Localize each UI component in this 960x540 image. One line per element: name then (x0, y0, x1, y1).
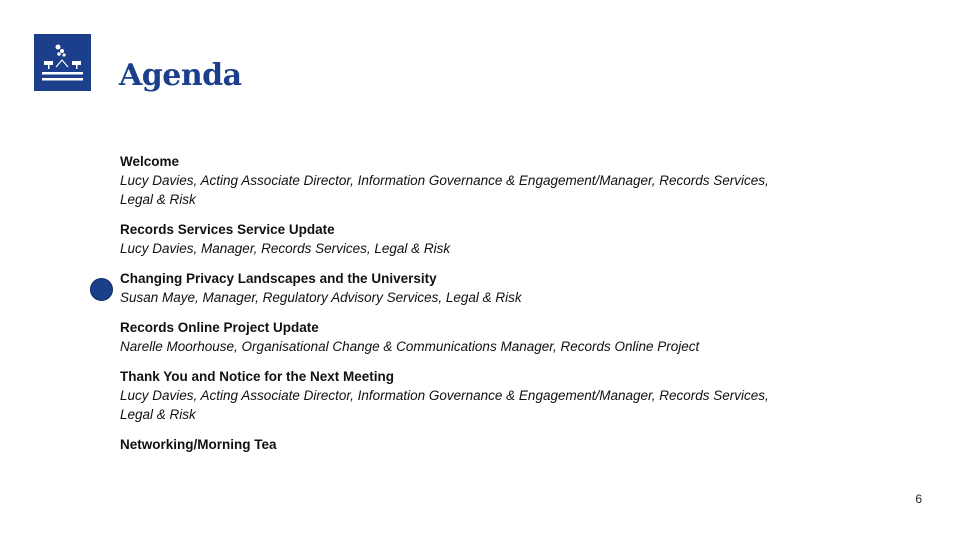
bullet-marker (90, 278, 113, 301)
agenda-heading: Thank You and Notice for the Next Meeting (120, 369, 395, 384)
agenda-item (120, 318, 780, 356)
university-crest-icon (34, 34, 91, 91)
agenda-list (120, 152, 780, 465)
agenda-heading: Records Online Project Update (120, 320, 319, 335)
agenda-item (120, 152, 780, 209)
agenda-speaker: Lucy Davies, Manager, Records Services, Legal & Risk (120, 241, 451, 256)
agenda-speaker: Narelle Moorhouse, Organisational Change & Communications Manager, Records Online Project (120, 339, 700, 354)
agenda-item (120, 435, 780, 454)
page-title: Agenda (119, 58, 242, 93)
agenda-speaker: Lucy Davies, Acting Associate Director, Information Governance & Engagement/Manager, Records Services, Legal & Risk (120, 173, 769, 207)
agenda-heading: Networking/Morning Tea (120, 437, 277, 452)
university-logo (34, 34, 91, 91)
agenda-heading: Welcome (120, 154, 180, 169)
agenda-speaker: Lucy Davies, Acting Associate Director, Information Governance & Engagement/Manager, Records Services, Legal & Risk (120, 388, 769, 422)
agenda-heading: Records Services Service Update (120, 222, 335, 237)
agenda-heading: Changing Privacy Landscapes and the University (120, 271, 437, 286)
agenda-speaker: Susan Maye, Manager, Regulatory Advisory Services, Legal & Risk (120, 290, 522, 305)
agenda-item (120, 269, 780, 307)
agenda-item (120, 220, 780, 258)
page-number: 6 (915, 492, 922, 506)
agenda-item (120, 367, 780, 424)
